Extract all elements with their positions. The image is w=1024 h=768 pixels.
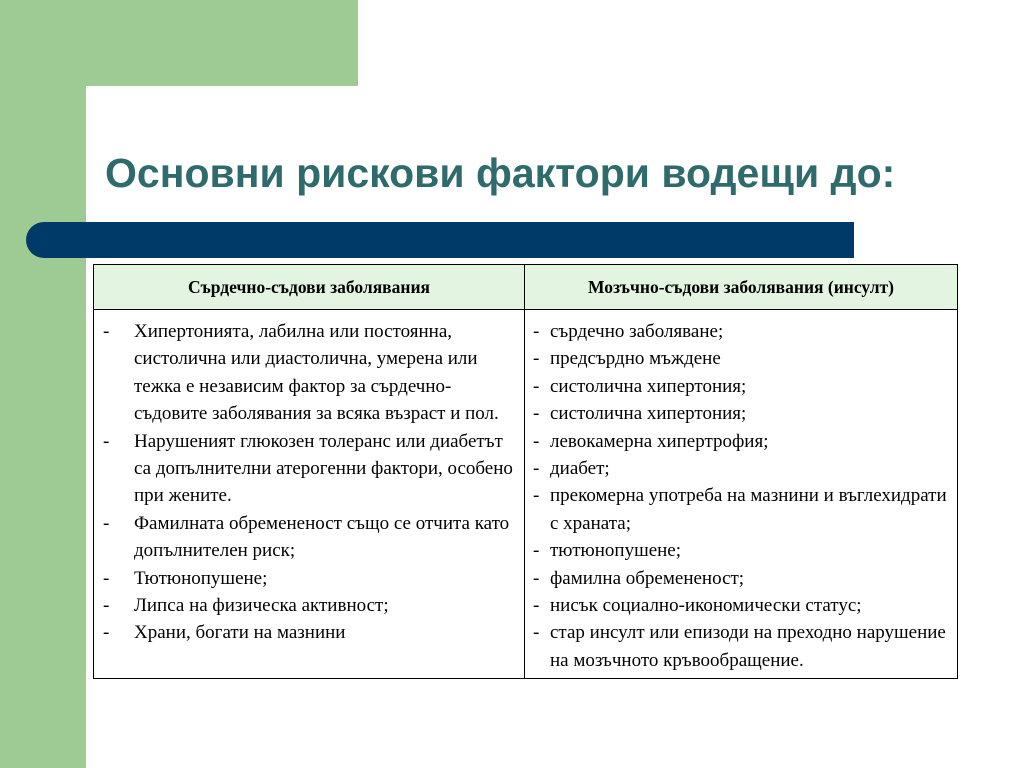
list-item-text: прекомерна употреба на мазнини и въглехидрати с храната; [550,485,947,534]
list-item-text: Хипертонията, лабилна или постоянна, систолична или диастолична, умерена или тежка е независим фактор за сърдечно-съдовите заболявания за всяка възраст и пол. [134,321,499,425]
list-item-text: предсърдно мъждене [550,348,721,370]
list-item-text: сърдечно заболяване; [550,321,724,342]
bullet-dash: - [533,485,540,507]
list-item [100,619,516,646]
list-item [531,455,949,482]
bullet-dash: - [103,430,110,452]
cardiovascular-factor-list [100,318,516,647]
cerebrovascular-factors-cell [525,310,958,679]
list-item [100,428,516,510]
cerebrovascular-factor-list [531,318,949,674]
bullet-dash: - [103,622,110,644]
list-item [531,400,949,427]
bullet-dash: - [533,348,540,370]
list-item-text: Фамилната обремененост също се отчита като допълнителен риск; [134,512,510,562]
list-item-text: Липса на физическа активност; [134,595,389,617]
header-cerebrovascular: Мозъчно-съдови заболявания (инсулт) [525,265,958,310]
list-item [531,565,949,592]
list-item-text: Храни, богати на мазнини [134,622,346,644]
bullet-dash: - [533,540,540,562]
list-item-text: Нарушеният глюкозен толеранс или диабетът са допълнителни атерогенни фактори, особено при жените. [134,430,513,507]
list-item [531,619,949,674]
cardiovascular-factors-cell [94,310,525,679]
list-item-text: диабет; [550,458,610,480]
list-item [531,482,949,537]
list-item-text: нисък социално-икономически статус; [550,595,862,617]
list-item [531,537,949,564]
bullet-dash: - [533,622,540,644]
list-item [100,565,516,592]
bullet-dash: - [533,321,540,342]
risk-factors-table [93,264,958,679]
list-item-text: стар инсулт или епизоди на преходно нарушение на мозъчното кръвообращение. [550,622,946,671]
list-item [531,373,949,400]
list-item [531,345,949,372]
bullet-dash: - [533,595,540,617]
list-item [100,510,516,565]
bullet-dash: - [533,403,540,425]
bullet-dash: - [533,458,540,480]
list-item-text: тютюнопушене; [550,540,682,562]
list-item [100,592,516,619]
list-item-text: левокамерна хипертрофия; [550,430,769,452]
table-header-row [94,265,958,310]
list-item [531,428,949,455]
list-item-text: фамилна обремененост; [550,567,745,589]
bullet-dash: - [533,430,540,452]
bullet-dash: - [533,375,540,397]
header-cardiovascular: Сърдечно-съдови заболявания [94,265,525,310]
list-item-text: Тютюнопушене; [134,567,268,589]
bullet-dash: - [533,567,540,589]
list-item [100,318,516,428]
list-item [531,318,949,345]
slide-title: Основни рискови фактори водещи до: [105,150,896,196]
title-underline-bar [26,222,854,258]
bullet-dash: - [103,595,110,617]
bullet-dash: - [103,321,110,342]
list-item-text: систолична хипертония; [550,375,747,397]
green-top-band [0,0,358,86]
bullet-dash: - [103,512,110,534]
table-body-row [94,310,958,679]
bullet-dash: - [103,567,110,589]
list-item [531,592,949,619]
green-side-band [0,0,86,768]
list-item-text: систолична хипертония; [550,403,747,425]
